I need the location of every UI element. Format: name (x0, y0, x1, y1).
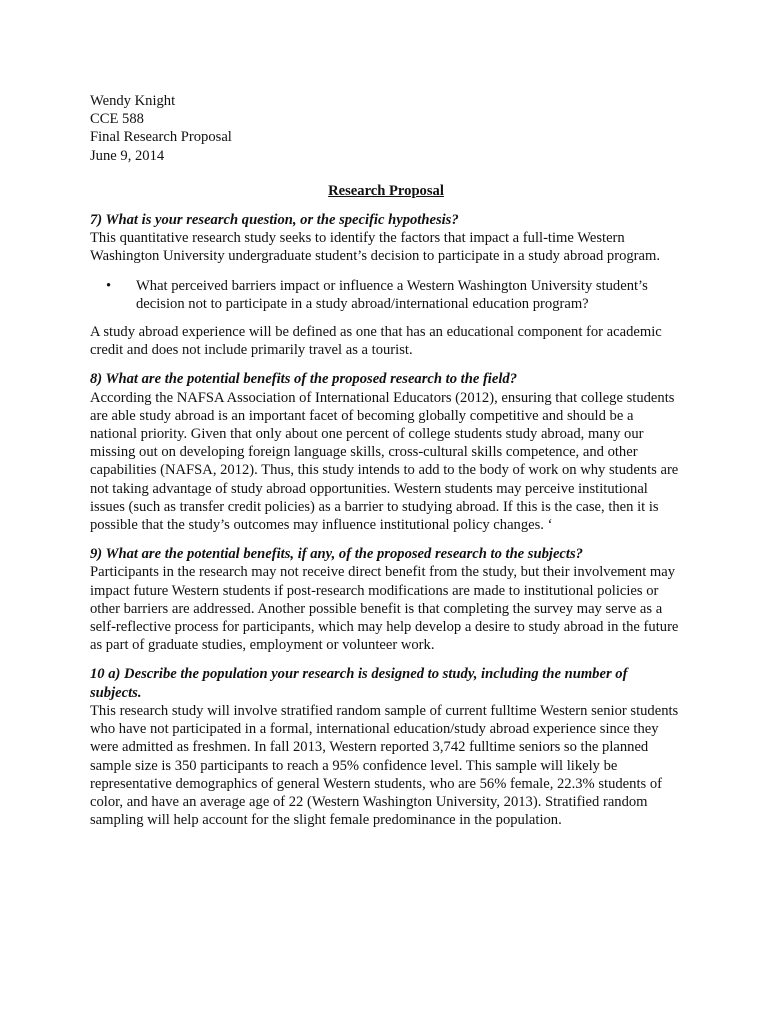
question-10a-paragraph: This research study will involve stratified random sample of current fulltime Western senior students who have not participated in a formal, international education/study abroad experience since they were admitted as freshmen. In fall 2013, Western reported 3,742 fulltime seniors so the planned sample size is 350 participants to reach a 95% confidence level. This sample will likely be representative demographics of general Western students, who are 56% female, 22.3% students of color, and have an average age of 22 (Western Washington University, 2013). Stratified random sampling will help account for the slight female predominance in the population. (90, 702, 679, 829)
course-code: CCE 588 (90, 111, 144, 128)
question-7-definition-paragraph: A study abroad experience will be defined as one that has an educational component for academic credit and does not include primarily travel as a tourist. (90, 324, 662, 359)
document-header (90, 92, 682, 165)
author-name: Wendy Knight (90, 93, 176, 109)
section-q7 (90, 211, 682, 359)
document-page (90, 92, 682, 829)
question-7-bullet-list (90, 277, 682, 313)
document-type: Final Research Proposal (90, 129, 232, 146)
bullet-icon: • (106, 277, 112, 294)
section-q8 (90, 370, 682, 534)
document-title: Research Proposal (328, 182, 444, 199)
bullet-text: What perceived barriers impact or influence a Western Washington University student’s decision not to participate in a study abroad/international education program? (136, 277, 648, 312)
question-10a-heading: 10 a) Describe the population your research is designed to study, including the number of subjects. (90, 666, 628, 701)
question-9-paragraph: Participants in the research may not receive direct benefit from the study, but their involvement may impact future Western students if post-research modifications are made to institutional policies or other barriers are addressed. Another possible benefit is that completing the survey may serve as a self-reflective process for participants, which may help develop a desire to study abroad in the future as part of graduate studies, employment or volunteer work. (90, 564, 679, 654)
question-8-heading: 8) What are the potential benefits of the proposed research to the field? (90, 371, 517, 388)
question-7-heading: 7) What is your research question, or the specific hypothesis? (90, 212, 459, 229)
section-q9 (90, 545, 682, 654)
section-q10a (90, 665, 682, 829)
question-7-paragraph: This quantitative research study seeks to identify the factors that impact a full-time Western Washington University undergraduate student’s decision to participate in a study abroad program. (90, 230, 661, 265)
list-item (90, 277, 682, 313)
document-date: June 9, 2014 (90, 147, 165, 164)
question-8-paragraph: According the NAFSA Association of International Educators (2012), ensuring that college students are able study abroad is an important facet of becoming globally competitive and should be a national priority. Given that only about one percent of college students study abroad, many our missing out on developing foreign language skills, cross-cultural skills competence, and other capabilities (NAFSA, 2012). Thus, this study intends to add to the body of work on why students are not taking advantage of study abroad opportunities. Western students may perceive institutional issues (such as transfer credit policies) as a barrier to studying abroad. If this is the case, then it is possible that the study’s outcomes may influence institutional policy changes. ‘ (90, 389, 679, 534)
question-9-heading: 9) What are the potential benefits, if any, of the proposed research to the subjects? (90, 546, 583, 563)
